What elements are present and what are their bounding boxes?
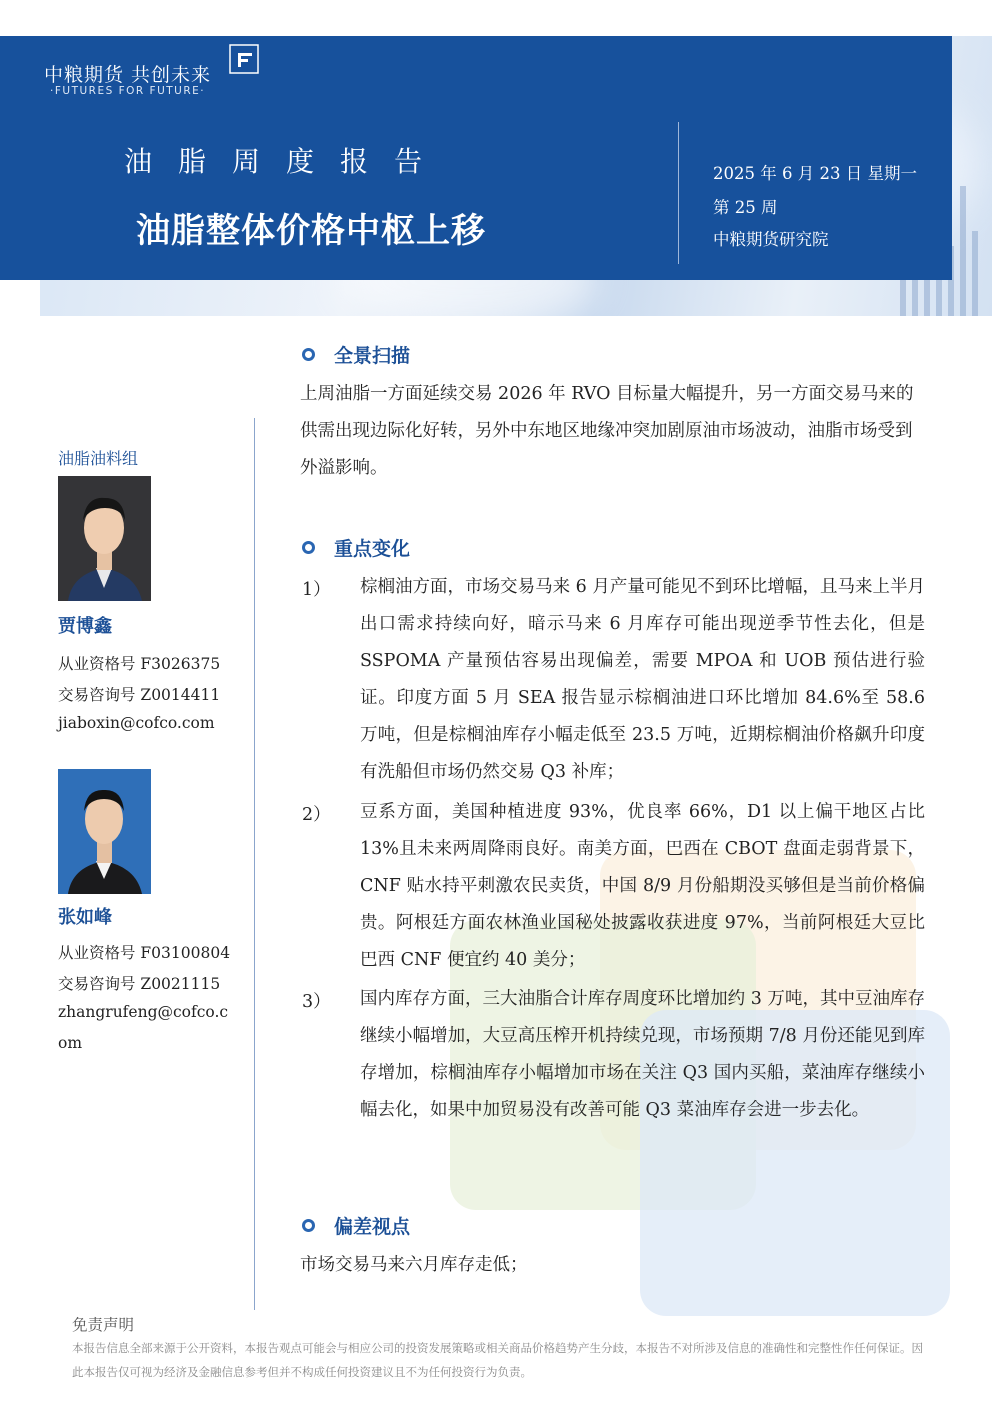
analyst-email-2: zhangrufeng@cofco.c <box>58 1003 229 1021</box>
company-logo-icon <box>229 44 259 74</box>
change-item-text-2: 豆系方面，美国种植进度 93%，优良率 66%，D1 以上偏干地区占比 13%且未来两周降雨良好。南美方面，巴西在 CBOT 盘面走弱背景下，CNF 贴水持平刺激农民卖货，中国 8/9 月份船期没买够但是当前价格偏贵。阿根廷方面农林渔业国秘处披露收获进度 97%，当前阿根廷大豆比巴西 CNF 便宜约 40 美分； <box>360 802 925 970</box>
section-bias-title: 偏差视点 <box>334 1216 411 1238</box>
report-title: 油脂整体价格中枢上移 <box>136 211 486 251</box>
company-logo-text: 中粮期货 共创未来 <box>44 64 212 86</box>
report-date: 2025 年 6 月 23 日 星期一 <box>713 164 917 183</box>
analyst-name-1: 贾博鑫 <box>58 616 112 637</box>
analyst-email-1: jiaboxin@cofco.com <box>58 714 215 732</box>
section-overview-title: 全景扫描 <box>334 345 411 367</box>
company-slogan-en: ·FUTURES FOR FUTURE· <box>50 85 206 97</box>
section-changes-header <box>302 534 410 561</box>
report-week: 第 25 周 <box>713 198 778 217</box>
analyst-consult-no-1: 交易咨询号 Z0014411 <box>58 686 221 704</box>
change-item-number-2: 2） <box>302 805 331 825</box>
change-item-text-3: 国内库存方面，三大油脂合计库存周度环比增加约 3 万吨，其中豆油库存继续小幅增加，大豆高压榨开机持续兑现，市场预期 7/8 月份还能见到库存增加，棕榈油库存小幅增加市场在关注 Q3 国内买船，菜油库存继续小幅去化，如果中加贸易没有改善可能 Q3 菜油库存会进一步去化。 <box>360 989 925 1120</box>
analyst-photo-1 <box>58 476 151 601</box>
report-organization: 中粮期货研究院 <box>713 230 829 249</box>
report-type: 油脂周度报告 <box>124 145 449 178</box>
bullet-circle-icon <box>302 541 315 554</box>
sidebar-divider <box>254 418 255 1310</box>
section-changes-title: 重点变化 <box>334 538 411 560</box>
analyst-qualification-2: 从业资格号 F03100804 <box>58 944 231 962</box>
bias-paragraph: 市场交易马来六月库存走低； <box>300 1255 528 1275</box>
analyst-photo-2 <box>58 769 151 894</box>
change-item-text-1: 棕榈油方面，市场交易马来 6 月产量可能见不到环比增幅，且马来上半月出口需求持续向好，暗示马来 6 月库存可能出现逆季节性去化，但是 SSPOMA 产量预估容易出现偏差，需要 MPOA 和 UOB 预估进行验证。印度方面 5 月 SEA 报告显示棕榈油进口环比增加 84.6%至 58.6 万吨，但是棕榈油库存小幅走低至 23.5 万吨，近期棕榈油价格飙升印度有洗船但市场仍然交易 Q3 补库； <box>360 577 925 782</box>
analyst-name-2: 张如峰 <box>58 907 112 928</box>
disclaimer-title: 免责声明 <box>72 1316 135 1334</box>
analyst-qualification-1: 从业资格号 F3026375 <box>58 655 221 673</box>
bullet-circle-icon <box>302 348 315 361</box>
analyst-email-2-cont: om <box>58 1034 83 1052</box>
overview-paragraph: 上周油脂一方面延续交易 2026 年 RVO 目标量大幅提升，另一方面交易马来的供需出现边际化好转，另外中东地区地缘冲突加剧原油市场波动，油脂市场受到外溢影响。 <box>300 384 914 478</box>
section-bias-header <box>302 1212 410 1239</box>
bullet-circle-icon <box>302 1219 315 1232</box>
disclaimer-text: 本报告信息全部来源于公开资料，本报告观点可能会与相应公司的投资发展策略或相关商品价格趋势产生分歧，本报告不对所涉及信息的准确性和完整性作任何保证。因此本报告仅可视为经济及金融信息参考但并不构成任何投资建议且不为任何投资行为负责。 <box>72 1341 923 1379</box>
change-item-number-3: 3） <box>302 992 331 1012</box>
team-label: 油脂油料组 <box>58 449 139 468</box>
analyst-consult-no-2: 交易咨询号 Z0021115 <box>58 975 221 993</box>
banner-divider <box>678 122 679 264</box>
change-item-number-1: 1） <box>302 580 331 600</box>
section-overview-header <box>302 341 410 368</box>
